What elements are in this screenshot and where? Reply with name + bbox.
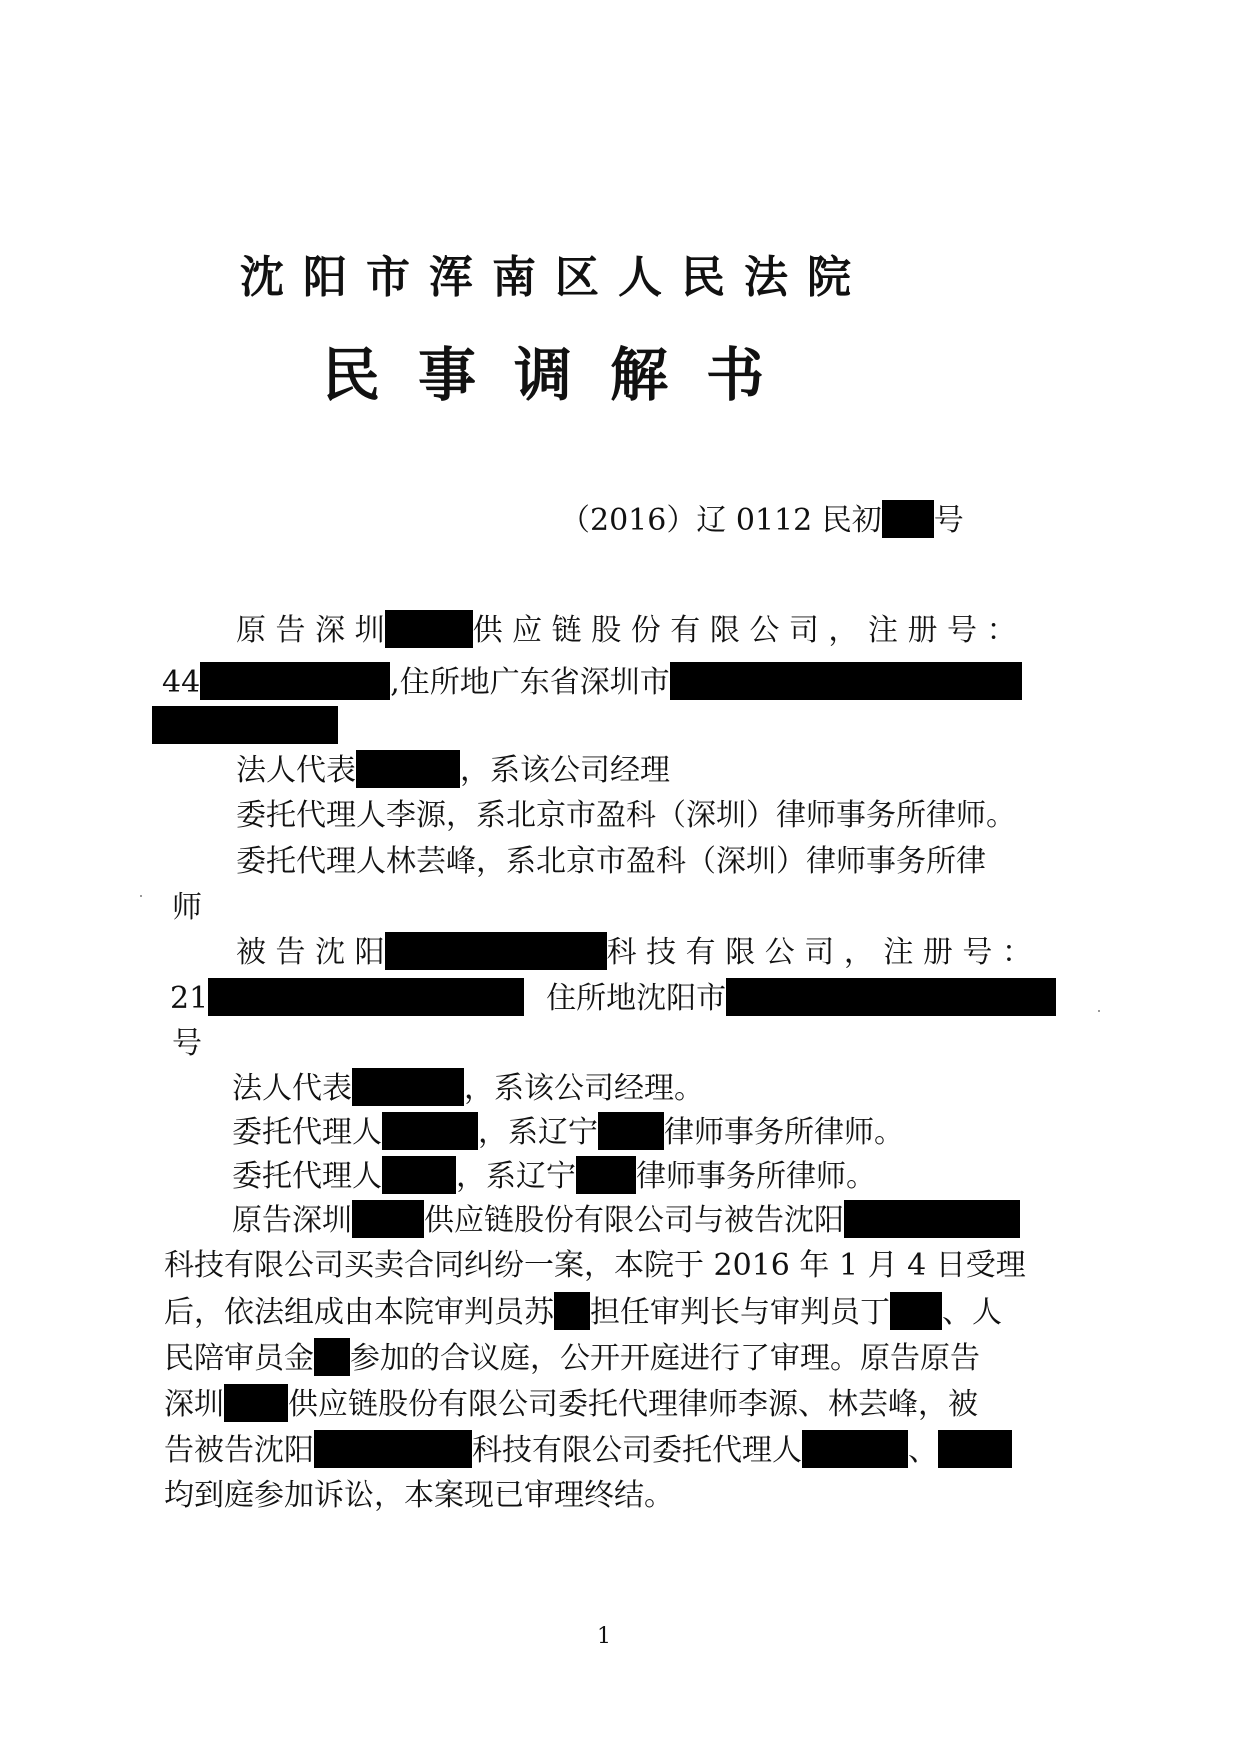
body-line-6	[164, 1430, 1012, 1471]
defendant-agent-2	[232, 1156, 876, 1197]
plaintiff-line-1	[236, 610, 1017, 651]
redaction-block	[314, 1430, 472, 1468]
defendant-reg-prefix: 21	[170, 981, 209, 1016]
body-text: 原告深圳	[232, 1203, 352, 1238]
case-number	[560, 500, 964, 541]
body-text: 民陪审员金	[164, 1341, 314, 1376]
redaction-block	[890, 1292, 942, 1330]
redaction-block	[382, 1156, 456, 1194]
plaintiff-agent-2: 委托代理人林芸峰，系北京市盈科（深圳）律师事务所律	[236, 844, 986, 879]
body-line-5	[164, 1384, 978, 1425]
scan-artifact	[140, 895, 142, 897]
plaintiff-rep	[236, 750, 670, 791]
defendant-agent-1-firm-prefix: ，系辽宁	[478, 1115, 598, 1150]
redaction-block	[382, 1112, 478, 1150]
scan-artifact	[1098, 1010, 1100, 1012]
redaction-block	[882, 500, 934, 538]
plaintiff-address: ,住所地广东省深圳市	[390, 665, 670, 700]
body-text: 、	[908, 1433, 938, 1468]
document-title: 民事调解书	[322, 341, 803, 409]
defendant-address: 住所地沈阳市	[546, 981, 727, 1016]
defendant-rep-label: 法人代表	[232, 1071, 352, 1106]
defendant-line-1	[236, 932, 1032, 973]
redaction-block	[352, 1200, 424, 1238]
plaintiff-rep-label: 法人代表	[236, 753, 356, 788]
redaction-block	[200, 662, 390, 700]
defendant-line-3: 号	[172, 1026, 202, 1061]
case-number-prefix: （2016）辽 0112 民初	[560, 503, 882, 538]
redaction-block	[554, 1292, 590, 1330]
redaction-block	[598, 1112, 664, 1150]
defendant-rep-role: ，系该公司经理。	[464, 1071, 704, 1106]
body-line-3	[164, 1292, 1002, 1333]
redaction-block	[938, 1430, 1012, 1468]
defendant-agent-2-label: 委托代理人	[232, 1159, 382, 1194]
redaction-block	[352, 1068, 464, 1106]
body-text: 供应链股份有限公司委托代理律师李源、林芸峰，被	[288, 1387, 978, 1422]
page-number: 1	[597, 1624, 611, 1649]
defendant-agent-2-firm-prefix: ，系辽宁	[456, 1159, 576, 1194]
defendant-agent-1	[232, 1112, 904, 1153]
body-text: 深圳	[164, 1387, 224, 1422]
body-line-4	[164, 1338, 980, 1379]
plaintiff-line-2	[162, 662, 1022, 703]
defendant-rep	[232, 1068, 704, 1109]
plaintiff-agent-1: 委托代理人李源，系北京市盈科（深圳）律师事务所律师。	[236, 798, 1016, 833]
body-text: 参加的合议庭，公开开庭进行了审理。原告原告	[350, 1341, 980, 1376]
body-text: 、人	[942, 1295, 1002, 1330]
court-name: 沈阳市浑南区人民法院	[240, 252, 870, 303]
redaction-block	[385, 932, 607, 970]
body-line-7: 均到庭参加诉讼，本案现已审理终结。	[164, 1478, 674, 1513]
redaction-block	[670, 662, 1022, 700]
redaction-block	[208, 978, 524, 1016]
plaintiff-company-suffix: 供 应 链 股 份 有 限 公 司 ， 注 册 号 ：	[472, 613, 1017, 648]
body-text: 担任审判长与审判员丁	[590, 1295, 890, 1330]
defendant-agent-2-firm-suffix: 律师事务所律师。	[636, 1159, 876, 1194]
plaintiff-reg-prefix: 44	[162, 665, 201, 700]
body-text: 后，依法组成由本院审判员苏	[164, 1295, 554, 1330]
defendant-line-2	[170, 978, 1056, 1019]
body-text: 供应链股份有限公司与被告沈阳	[424, 1203, 844, 1238]
plaintiff-label: 原 告 深 圳	[236, 613, 385, 648]
plaintiff-rep-role: ，系该公司经理	[460, 753, 670, 788]
body-line-2: 科技有限公司买卖合同纠纷一案，本院于 2016 年 1 月 4 日受理	[164, 1248, 1026, 1283]
redaction-block	[576, 1156, 636, 1194]
redaction-block	[844, 1200, 1020, 1238]
plaintiff-agent-2-continued: 师	[172, 890, 202, 925]
redaction-block	[385, 610, 473, 648]
defendant-agent-1-label: 委托代理人	[232, 1115, 382, 1150]
redaction-block	[224, 1384, 288, 1422]
body-text: 告被告沈阳	[164, 1433, 314, 1468]
defendant-company-suffix: 科 技 有 限 公 司 ， 注 册 号 ：	[606, 935, 1032, 970]
redaction-block	[802, 1430, 908, 1468]
redaction-block	[726, 978, 1056, 1016]
defendant-label: 被 告 沈 阳	[236, 935, 385, 970]
redaction-block	[152, 706, 338, 744]
redaction-block	[356, 750, 460, 788]
defendant-agent-1-firm-suffix: 律师事务所律师。	[664, 1115, 904, 1150]
body-text: 科技有限公司委托代理人	[472, 1433, 802, 1468]
case-number-suffix: 号	[933, 503, 964, 538]
body-line-1	[232, 1200, 1020, 1241]
redaction-block	[314, 1338, 350, 1376]
